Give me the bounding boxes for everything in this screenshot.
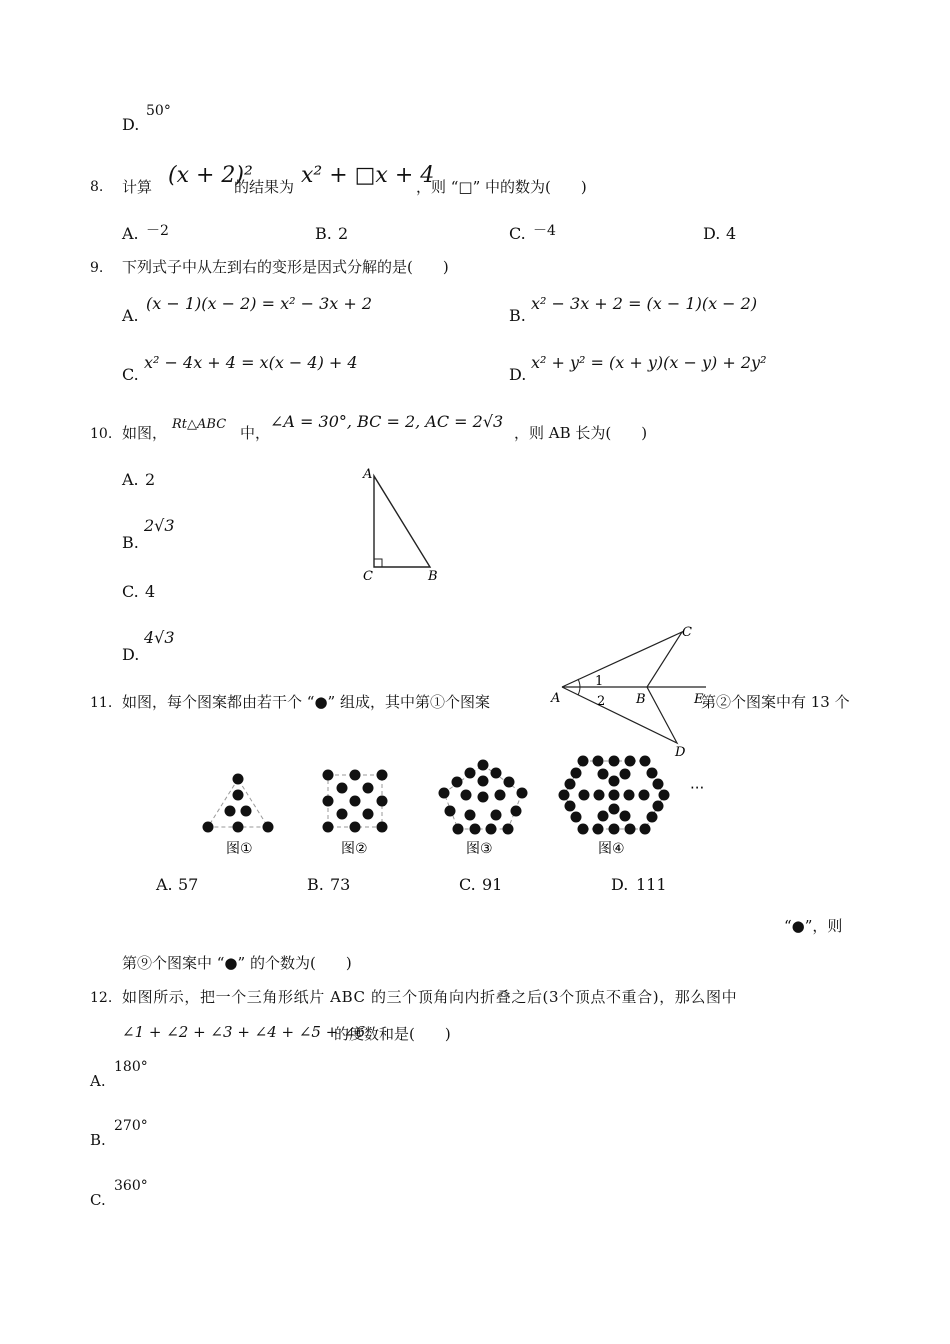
angle-2-arc [578, 687, 580, 695]
q12-option-c-label: C. [90, 1191, 106, 1209]
point-d-label: D [675, 745, 686, 760]
pattern-figure-4 [559, 756, 670, 835]
q12-option-b-label: B. [90, 1131, 106, 1149]
triangle-abc [374, 476, 430, 567]
q9-option-c-label: C. [122, 365, 139, 384]
q12-option-a-value: 180° [114, 1059, 148, 1075]
q10-option-b-value: 2√3 [144, 516, 175, 535]
figure-3-label: 图③ [466, 841, 493, 857]
q8-option-d-label: D. [703, 224, 721, 243]
q11-option-a-label: A. [156, 875, 173, 894]
q9-stem: 下列式子中从左到右的变形是因式分解的是( ) [122, 258, 449, 276]
angle-1-arc [578, 679, 580, 687]
q10-option-a-value: 2 [145, 470, 156, 489]
q11-stem-d: 第⑨个图案中 “●” 的个数为( ) [122, 954, 352, 972]
figure-2-label: 图② [341, 841, 368, 857]
angle-1-label: 1 [595, 674, 604, 689]
vertex-a-label: A [363, 467, 373, 482]
q10-stem-mid: 中， [240, 424, 271, 442]
q11-option-a-value: 57 [178, 875, 199, 894]
q10-given-expression: ∠A = 30°, BC = 2, AC = 2√3 [270, 412, 504, 431]
q11-stem-a: 如图，每个图案都由若干个 “●” 组成，其中第①个图案 [122, 693, 490, 711]
q12-option-b-value: 270° [114, 1118, 148, 1134]
point-a-label: A [551, 691, 561, 706]
q12-number: 12. [90, 990, 113, 1006]
q11-stem-b: 第②个图案中有 13 个 [701, 693, 850, 711]
q10-option-b-label: B. [122, 533, 139, 552]
arrow-figure [548, 624, 708, 760]
q9-option-a-value: (x − 1)(x − 2) = x² − 3x + 2 [146, 294, 373, 313]
pattern-figure-2 [323, 770, 388, 833]
q10-option-c-value: 4 [145, 582, 156, 601]
angle-2-label: 2 [597, 694, 606, 709]
q8-expression-2: x² + □x + 4 [301, 163, 435, 188]
q10-option-d-label: D. [122, 645, 140, 664]
figure-1-label: 图① [226, 841, 253, 857]
q9-option-b-label: B. [509, 306, 526, 325]
q9-number: 9. [90, 260, 104, 276]
q11-option-b-value: 73 [330, 875, 351, 894]
q9-option-b-value: x² − 3x + 2 = (x − 1)(x − 2) [531, 294, 758, 313]
q12-option-a-label: A. [90, 1072, 106, 1090]
q9-option-a-label: A. [122, 306, 139, 325]
q7-option-d-value: 50° [146, 103, 171, 119]
q9-option-c-value: x² − 4x + 4 = x(x − 4) + 4 [144, 353, 358, 372]
q11-option-b-label: B. [307, 875, 324, 894]
q10-stem-pre: 如图， [122, 424, 168, 442]
pattern-ellipsis: ··· [690, 779, 705, 797]
q10-right-triangle-figure [358, 466, 448, 586]
q8-option-c-value: －4 [533, 223, 556, 239]
point-c-label: C [682, 625, 692, 640]
pattern-figure-3 [439, 760, 528, 835]
q8-stem-post: ，则 “□” 中的数为( ) [416, 178, 587, 196]
q11-option-c-value: 91 [482, 875, 503, 894]
q7-option-d-label: D. [122, 115, 140, 134]
q11-number: 11. [90, 695, 113, 711]
point-e-label: E [694, 692, 704, 707]
q9-option-d-label: D. [509, 365, 527, 384]
q11-option-c-label: C. [459, 875, 476, 894]
q12-stem-post: 的度数和是( ) [334, 1025, 451, 1043]
vertex-c-label: C [363, 569, 373, 584]
q10-triangle-expression: Rt△ABC [172, 417, 227, 432]
q8-option-c-label: C. [509, 224, 526, 243]
figure-4-label: 图④ [598, 841, 625, 857]
q8-expression: (x + 2)² [168, 163, 253, 188]
q8-option-a-label: A. [122, 224, 139, 243]
q10-option-d-value: 4√3 [144, 628, 175, 647]
q8-option-b-value: 2 [338, 224, 349, 243]
q11-option-d-label: D. [611, 875, 629, 894]
q12-angle-sum: ∠1 + ∠2 + ∠3 + ∠4 + ∠5 + ∠6 [122, 1023, 366, 1041]
right-angle-mark [374, 559, 382, 567]
q11-dot-patterns [198, 757, 718, 862]
q8-stem-pre: 计算 [122, 178, 153, 196]
q12-option-c-value: 360° [114, 1178, 148, 1194]
q10-option-a-label: A. [122, 470, 139, 489]
q12-stem: 如图所示，把一个三角形纸片 ABC 的三个顶角向内折叠之后(3个顶点不重合)，那么图中 [122, 988, 738, 1006]
point-b-label: B [636, 692, 646, 707]
q10-number: 10. [90, 426, 113, 442]
q8-stem-mid: 的结果为 [234, 178, 295, 196]
pattern-figure-1 [203, 774, 274, 833]
q8-number: 8. [90, 179, 104, 195]
q10-stem-post: ，则 AB 长为( ) [514, 424, 648, 442]
q11-option-d-value: 111 [636, 875, 667, 894]
q8-option-b-label: B. [315, 224, 332, 243]
q8-option-d-value: 4 [726, 224, 737, 243]
q10-option-c-label: C. [122, 582, 139, 601]
vertex-b-label: B [428, 569, 438, 584]
q9-option-d-value: x² + y² = (x + y)(x − y) + 2y² [531, 353, 767, 372]
q8-option-a-value: －2 [146, 223, 169, 239]
q11-stem-c: “●”，则 [784, 917, 843, 935]
